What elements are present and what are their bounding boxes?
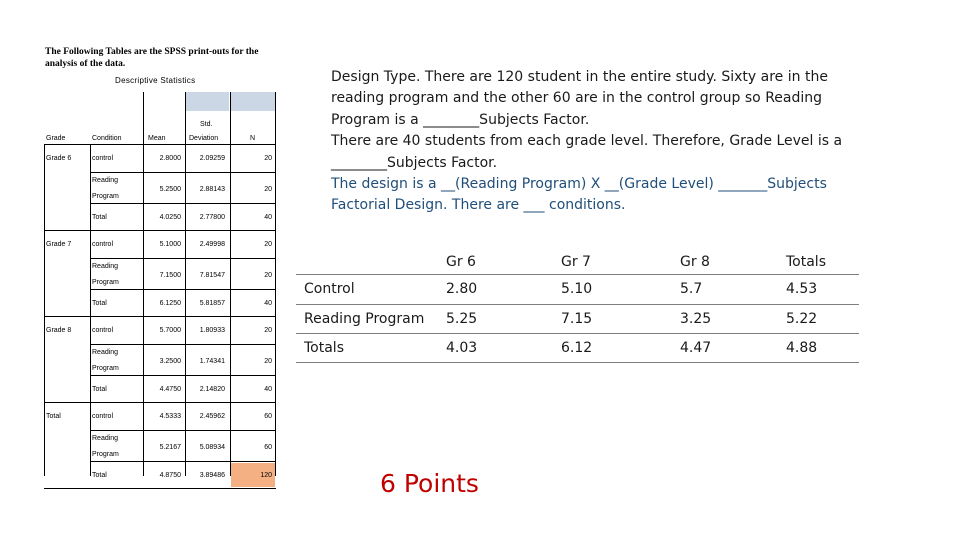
means-row-rule: [296, 274, 859, 275]
condition-label: Reading: [92, 177, 119, 184]
n-value: 20: [264, 186, 272, 193]
means-column-header: Gr 7: [561, 254, 591, 270]
mean-value: 4.4750: [159, 386, 181, 393]
means-cell-value: 3.25: [680, 311, 712, 327]
std-deviation-value: 2.45962: [199, 413, 225, 420]
mean-value: 2.8000: [159, 155, 181, 162]
condition-label: control: [92, 155, 114, 162]
n-value: 20: [264, 155, 272, 162]
grade-label: Grade 7: [46, 241, 72, 248]
mean-value: 4.5333: [159, 413, 181, 420]
std-deviation-value: 3.89486: [199, 472, 225, 479]
means-cell-value: 6.12: [561, 340, 593, 356]
means-row-rule: [296, 333, 859, 334]
std-deviation-value: 2.88143: [199, 186, 225, 193]
header-rule: [44, 144, 276, 145]
condition-label: Total: [92, 472, 107, 479]
means-row-label: Control: [304, 281, 355, 297]
row-rule: [44, 488, 276, 489]
row-rule: [90, 203, 276, 204]
means-row-label: Reading Program: [304, 311, 425, 327]
mean-value: 5.7000: [159, 327, 181, 334]
points-label: 6 Points: [380, 469, 479, 498]
std-deviation-value: 5.81857: [199, 300, 225, 307]
n-value: 20: [264, 272, 272, 279]
slide-heading: The Following Tables are the SPSS print-outs for the analysis of the data.: [45, 47, 259, 69]
row-rule: [90, 430, 276, 431]
column-rule: [44, 144, 45, 476]
std-deviation-value: 7.81547: [199, 272, 225, 279]
column-header-std-line2: Deviation: [189, 135, 219, 142]
design-text-line: Program is a ________Subjects Factor.: [331, 111, 590, 128]
design-text-line: The design is a __(Reading Program) X __(Grade Level) _______Subjects: [331, 176, 827, 193]
condition-label: Total: [92, 386, 107, 393]
means-row-label: Totals: [304, 340, 344, 356]
n-value: 40: [264, 214, 272, 221]
n-value: 20: [264, 327, 272, 334]
std-deviation-value: 2.49998: [199, 241, 225, 248]
condition-label: control: [92, 327, 114, 334]
design-text-line: There are 40 students from each grade level. Therefore, Grade Level is a: [331, 133, 843, 150]
std-deviation-value: 1.80933: [199, 327, 225, 334]
row-rule: [90, 375, 276, 376]
means-cell-value: 5.22: [786, 311, 818, 327]
column-header-condition: Condition: [92, 135, 122, 142]
condition-label: Total: [92, 300, 107, 307]
means-cell-value: 5.25: [446, 311, 478, 327]
std-deviation-value: 2.09259: [199, 155, 225, 162]
n-value: 40: [264, 386, 272, 393]
means-cell-value: 4.53: [786, 281, 818, 297]
means-column-header: Gr 6: [446, 254, 476, 270]
n-value: 40: [264, 300, 272, 307]
row-rule: [90, 289, 276, 290]
grade-label: Total: [46, 413, 61, 420]
means-cell-value: 4.47: [680, 340, 712, 356]
means-cell-value: 5.10: [561, 281, 593, 297]
row-rule: [44, 316, 276, 317]
condition-label: Reading: [92, 263, 119, 270]
means-cell-value: 5.7: [680, 281, 703, 297]
means-column-header: Gr 8: [680, 254, 710, 270]
row-rule: [44, 230, 276, 231]
row-rule: [90, 172, 276, 173]
condition-label: Reading: [92, 349, 119, 356]
descriptive-statistics-title: Descriptive Statistics: [115, 76, 196, 85]
column-header-grade: Grade: [46, 135, 66, 142]
std-deviation-value: 5.08934: [199, 444, 225, 451]
condition-label: control: [92, 413, 114, 420]
row-rule: [90, 258, 276, 259]
n-value: 60: [264, 413, 272, 420]
design-type-question: [331, 67, 891, 217]
condition-label-line2: Program: [92, 451, 119, 458]
design-text-line: Design Type. There are 120 student in the entire study. Sixty are in the: [331, 69, 828, 85]
condition-label-line2: Program: [92, 193, 119, 200]
means-cell-value: 2.80: [446, 281, 478, 297]
grade-label: Grade 6: [46, 155, 72, 162]
row-rule: [44, 402, 276, 403]
condition-label: Total: [92, 214, 107, 221]
means-row-rule: [296, 304, 859, 305]
column-rule: [275, 92, 276, 476]
means-cell-value: 4.88: [786, 340, 818, 356]
n-value: 60: [264, 444, 272, 451]
column-header-n: N: [250, 135, 256, 142]
mean-value: 4.0250: [159, 214, 181, 221]
spss-descriptive-table: [44, 92, 276, 479]
mean-value: 5.2500: [159, 186, 181, 193]
mean-value: 5.2167: [159, 444, 181, 451]
design-text-line: ________Subjects Factor.: [331, 154, 498, 171]
mean-value: 7.1500: [159, 272, 181, 279]
means-column-header: Totals: [786, 254, 826, 270]
std-deviation-value: 1.74341: [199, 358, 225, 365]
n-value: 20: [264, 358, 272, 365]
condition-label: control: [92, 241, 114, 248]
std-deviation-value: 2.14820: [199, 386, 225, 393]
header-shade: [231, 92, 276, 111]
means-row-rule: [296, 362, 859, 363]
n-value: 120: [260, 472, 272, 479]
condition-label: Reading: [92, 435, 119, 442]
condition-label-line2: Program: [92, 365, 119, 372]
column-header-std-line1: Std.: [200, 121, 213, 128]
grade-label: Grade 8: [46, 327, 72, 334]
mean-value: 3.2500: [159, 358, 181, 365]
design-text-line: Factorial Design. There are ___ conditions.: [331, 197, 626, 214]
column-rule: [90, 144, 91, 476]
column-header-mean: Mean: [148, 135, 166, 142]
row-rule: [90, 344, 276, 345]
mean-value: 6.1250: [159, 300, 181, 307]
mean-value: 4.8750: [159, 472, 181, 479]
n-value: 20: [264, 241, 272, 248]
header-shade: [185, 92, 229, 111]
design-text-line: reading program and the other 60 are in the control group so Reading: [331, 90, 823, 107]
row-rule: [90, 461, 276, 462]
means-cell-value: 7.15: [561, 311, 593, 327]
condition-label-line2: Program: [92, 279, 119, 286]
mean-value: 5.1000: [159, 241, 181, 248]
means-cell-value: 4.03: [446, 340, 478, 356]
std-deviation-value: 2.77800: [199, 214, 225, 221]
